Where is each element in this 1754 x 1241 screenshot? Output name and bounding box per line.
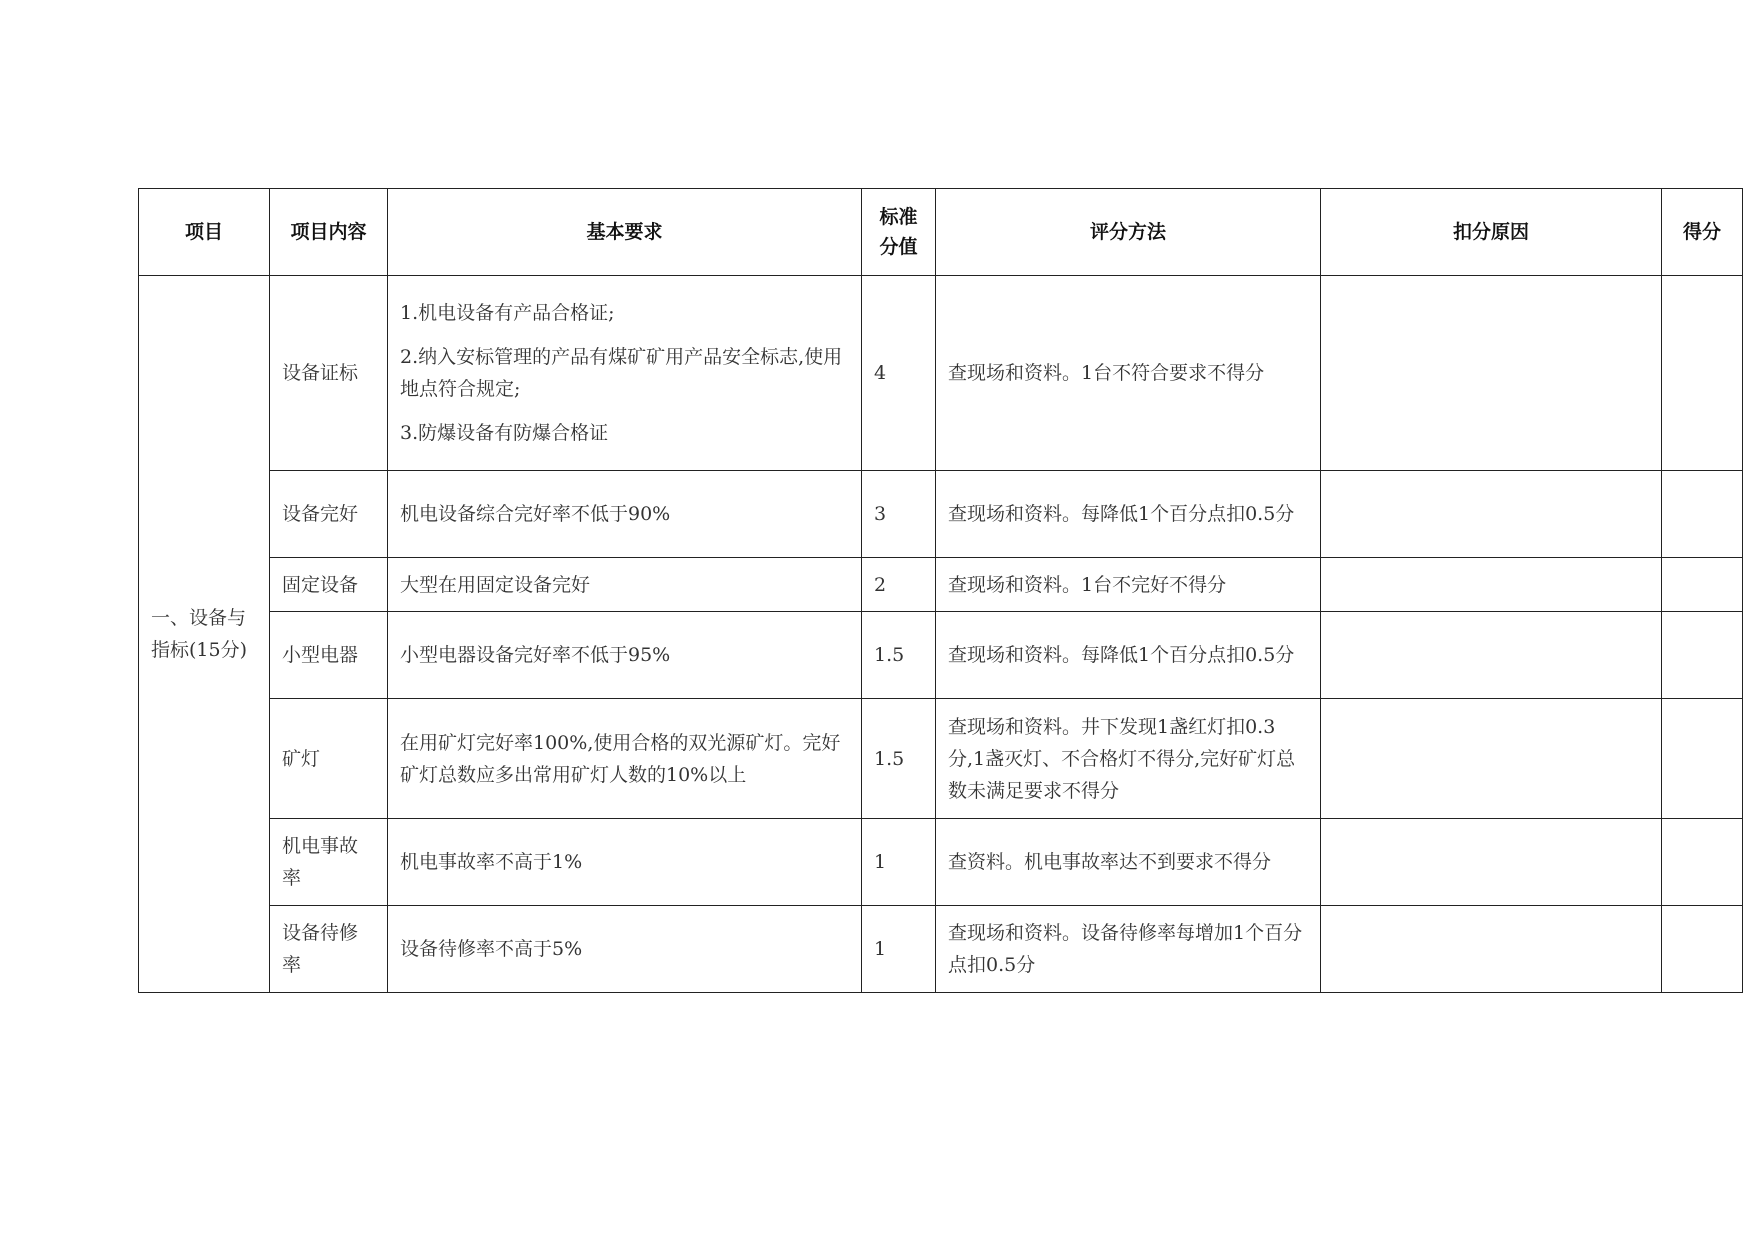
row-content: 设备完好 bbox=[270, 471, 388, 558]
row-deduction-reason[interactable] bbox=[1321, 276, 1662, 471]
row-requirement: 机电设备综合完好率不低于90% bbox=[388, 471, 862, 558]
header-row bbox=[139, 189, 1743, 276]
section-label: 一、设备与指标(15分) bbox=[139, 276, 270, 993]
row-standard-score: 1.5 bbox=[862, 612, 936, 699]
row-deduction-reason[interactable] bbox=[1321, 819, 1662, 906]
row-method: 查资料。机电事故率达不到要求不得分 bbox=[936, 819, 1321, 906]
row-deduction-reason[interactable] bbox=[1321, 558, 1662, 612]
row-content: 小型电器 bbox=[270, 612, 388, 699]
row-standard-score: 1 bbox=[862, 906, 936, 993]
row-requirement bbox=[388, 276, 862, 471]
table-row bbox=[139, 819, 1743, 906]
row-content: 设备待修率 bbox=[270, 906, 388, 993]
row-requirement: 在用矿灯完好率100%,使用合格的双光源矿灯。完好矿灯总数应多出常用矿灯人数的10%以上 bbox=[388, 699, 862, 819]
header-method: 评分方法 bbox=[936, 189, 1321, 276]
row-content: 固定设备 bbox=[270, 558, 388, 612]
row-requirement: 大型在用固定设备完好 bbox=[388, 558, 862, 612]
row-standard-score: 3 bbox=[862, 471, 936, 558]
row-method: 查现场和资料。1台不符合要求不得分 bbox=[936, 276, 1321, 471]
table-row bbox=[139, 906, 1743, 993]
row-standard-score: 1.5 bbox=[862, 699, 936, 819]
row-content: 设备证标 bbox=[270, 276, 388, 471]
header-deduction-reason: 扣分原因 bbox=[1321, 189, 1662, 276]
row-deduction-reason[interactable] bbox=[1321, 612, 1662, 699]
header-standard-score: 标准分值 bbox=[862, 189, 936, 276]
header-item: 项目 bbox=[139, 189, 270, 276]
header-score: 得分 bbox=[1662, 189, 1743, 276]
table-row bbox=[139, 699, 1743, 819]
row-requirement: 设备待修率不高于5% bbox=[388, 906, 862, 993]
requirement-line: 1.机电设备有产品合格证; bbox=[400, 302, 615, 324]
row-deduction-reason[interactable] bbox=[1321, 471, 1662, 558]
row-standard-score: 2 bbox=[862, 558, 936, 612]
row-requirement: 机电事故率不高于1% bbox=[388, 819, 862, 906]
header-requirement: 基本要求 bbox=[388, 189, 862, 276]
table-row bbox=[139, 276, 1743, 471]
row-deduction-reason[interactable] bbox=[1321, 699, 1662, 819]
table-row bbox=[139, 471, 1743, 558]
row-score[interactable] bbox=[1662, 699, 1743, 819]
row-standard-score: 1 bbox=[862, 819, 936, 906]
row-deduction-reason[interactable] bbox=[1321, 906, 1662, 993]
row-content: 机电事故率 bbox=[270, 819, 388, 906]
row-standard-score: 4 bbox=[862, 276, 936, 471]
row-score[interactable] bbox=[1662, 276, 1743, 471]
scoring-table bbox=[138, 188, 1743, 993]
row-score[interactable] bbox=[1662, 906, 1743, 993]
row-score[interactable] bbox=[1662, 558, 1743, 612]
row-score[interactable] bbox=[1662, 819, 1743, 906]
table-row bbox=[139, 558, 1743, 612]
row-content: 矿灯 bbox=[270, 699, 388, 819]
table-row bbox=[139, 612, 1743, 699]
row-method: 查现场和资料。每降低1个百分点扣0.5分 bbox=[936, 612, 1321, 699]
requirement-line: 3.防爆设备有防爆合格证 bbox=[400, 422, 609, 444]
row-method: 查现场和资料。每降低1个百分点扣0.5分 bbox=[936, 471, 1321, 558]
requirement-line: 2.纳入安标管理的产品有煤矿矿用产品安全标志,使用地点符合规定; bbox=[400, 346, 843, 400]
row-score[interactable] bbox=[1662, 612, 1743, 699]
header-content: 项目内容 bbox=[270, 189, 388, 276]
row-method: 查现场和资料。1台不完好不得分 bbox=[936, 558, 1321, 612]
row-method: 查现场和资料。井下发现1盏红灯扣0.3分,1盏灭灯、不合格灯不得分,完好矿灯总数未满足要求不得分 bbox=[936, 699, 1321, 819]
row-method: 查现场和资料。设备待修率每增加1个百分点扣0.5分 bbox=[936, 906, 1321, 993]
row-requirement: 小型电器设备完好率不低于95% bbox=[388, 612, 862, 699]
row-score[interactable] bbox=[1662, 471, 1743, 558]
